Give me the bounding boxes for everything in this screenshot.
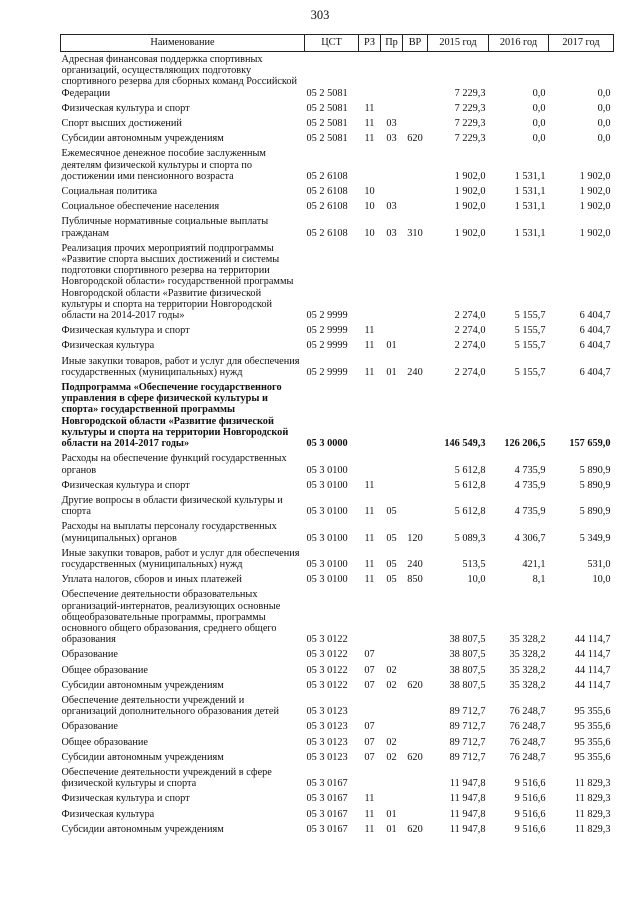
cell-pr: 02: [386, 679, 397, 691]
table-row: [61, 663, 614, 678]
table-row: [61, 146, 614, 184]
cell-2015: 5 612,8: [454, 506, 486, 518]
cell-pr: 05: [386, 558, 397, 570]
cell-vr: [403, 323, 428, 338]
cell-2017: 6 404,7: [579, 325, 611, 337]
cell-pr: [381, 184, 403, 199]
cell-2015: 11 947,8: [449, 823, 486, 835]
cell-vr: 850: [407, 574, 423, 586]
cell-cst: 05 3 0100: [306, 464, 348, 476]
cell-2016: 35 328,2: [509, 679, 546, 691]
cell-cst: 05 3 0123: [306, 751, 348, 763]
cell-vr: [403, 478, 428, 493]
cell-2016: 1 531,1: [514, 186, 546, 198]
cell-2016: 76 248,7: [509, 721, 546, 733]
cell-pr: [381, 765, 403, 791]
cell-rz: 07: [364, 664, 375, 676]
cell-rz: [359, 693, 381, 719]
cell-2015: 11 947,8: [449, 793, 486, 805]
cell-2016: 9 516,6: [514, 793, 546, 805]
table-row: [61, 587, 614, 647]
cell-2017: 1 902,0: [579, 186, 611, 198]
cell-rz: 11: [364, 340, 375, 352]
table-row: [61, 735, 614, 750]
cell-name: Расходы на обеспечение функций государственных органов: [61, 453, 287, 476]
cell-2015: 7 229,3: [454, 102, 486, 114]
table-row: [61, 546, 614, 572]
cell-2017: 44 114,7: [574, 664, 611, 676]
cell-cst: 05 3 0122: [306, 679, 348, 691]
cell-2016: 35 328,2: [509, 634, 546, 646]
cell-vr: [403, 146, 428, 184]
cell-2016: 9 516,6: [514, 808, 546, 820]
cell-2015: 2 274,0: [454, 366, 486, 378]
cell-pr: 02: [386, 736, 397, 748]
cell-2016: 5 155,7: [514, 340, 546, 352]
table-row: [61, 199, 614, 214]
cell-name: Иные закупки товаров, работ и услуг для обеспечения государственных (муниципальных) нужд: [61, 547, 300, 570]
cell-cst: 05 3 0123: [306, 736, 348, 748]
cell-2015: 2 274,0: [454, 340, 486, 352]
cell-cst: 05 3 0100: [306, 506, 348, 518]
cell-rz: 11: [364, 325, 375, 337]
cell-2017: 0,0: [597, 133, 611, 145]
cell-rz: 11: [364, 506, 375, 518]
cell-2017: 10,0: [592, 574, 611, 586]
cell-2016: 0,0: [532, 87, 546, 99]
cell-pr: 02: [386, 664, 397, 676]
table-row: [61, 647, 614, 662]
cell-vr: 620: [407, 823, 423, 835]
cell-cst: 05 3 0122: [306, 664, 348, 676]
cell-2016: 5 155,7: [514, 325, 546, 337]
cell-2016: 0,0: [532, 102, 546, 114]
cell-rz: 11: [364, 133, 375, 145]
cell-rz: 07: [364, 751, 375, 763]
cell-name: Реализация прочих мероприятий подпрограммы «Развитие спорта высших достижений и системы подготовки спортивного резерва на территории Новгородской области» государственной программы Новгородской области «Развитие физической культуры и спорта на территории Новгородской области на 2014-2017 годы»: [61, 242, 294, 322]
cell-pr: 05: [386, 532, 397, 544]
cell-cst: 05 3 0000: [306, 438, 348, 450]
cell-rz: 11: [364, 532, 375, 544]
cell-rz: [359, 587, 381, 647]
cell-rz: [359, 146, 381, 184]
cell-vr: [403, 493, 428, 519]
cell-2016: 0,0: [532, 118, 546, 130]
cell-2016: 4 735,9: [514, 479, 546, 491]
cell-pr: [381, 146, 403, 184]
cell-cst: 05 3 0167: [306, 778, 348, 790]
cell-2016: 0,0: [532, 133, 546, 145]
cell-cst: 05 3 0122: [306, 649, 348, 661]
cell-2017: 95 355,6: [574, 706, 611, 718]
cell-pr: [381, 323, 403, 338]
table-row: [61, 765, 614, 791]
cell-name: Иные закупки товаров, работ и услуг для обеспечения государственных (муниципальных) нужд: [61, 355, 300, 378]
header-2017: 2017 год: [549, 35, 614, 52]
table-row: [61, 693, 614, 719]
cell-2017: 5 890,9: [579, 479, 611, 491]
cell-name: Физическая культура и спорт: [61, 325, 190, 337]
cell-2015: 7 229,3: [454, 87, 486, 99]
cell-name: Физическая культура: [61, 340, 155, 352]
cell-vr: [403, 380, 428, 451]
cell-pr: [381, 101, 403, 116]
cell-2017: 5 349,9: [579, 532, 611, 544]
header-rz: РЗ: [359, 35, 381, 52]
table-row: [61, 719, 614, 734]
cell-name: Другие вопросы в области физической культуры и спорта: [61, 494, 283, 518]
cell-2016: 1 531,1: [514, 227, 546, 239]
cell-2015: 89 712,7: [449, 751, 486, 763]
cell-2015: 7 229,3: [454, 133, 486, 145]
table-row: [61, 131, 614, 146]
cell-cst: 05 2 6108: [306, 201, 348, 213]
cell-rz: 07: [364, 679, 375, 691]
cell-vr: [403, 52, 428, 101]
cell-2017: 5 890,9: [579, 506, 611, 518]
cell-2017: 1 902,0: [579, 170, 611, 182]
cell-pr: 03: [386, 201, 397, 213]
table-row: [61, 572, 614, 587]
cell-2015: 38 807,5: [449, 649, 486, 661]
cell-2017: 5 890,9: [579, 464, 611, 476]
cell-2017: 11 829,3: [574, 793, 611, 805]
cell-vr: [403, 735, 428, 750]
cell-vr: [403, 199, 428, 214]
cell-rz: 11: [364, 793, 375, 805]
header-name: Наименование: [61, 35, 305, 52]
cell-cst: 05 3 0123: [306, 706, 348, 718]
cell-cst: 05 3 0122: [306, 634, 348, 646]
cell-2016: 4 735,9: [514, 464, 546, 476]
cell-pr: 01: [386, 340, 397, 352]
cell-cst: 05 2 6108: [306, 186, 348, 198]
cell-cst: 05 3 0123: [306, 721, 348, 733]
header-pr: Пр: [381, 35, 403, 52]
cell-vr: [403, 719, 428, 734]
cell-2017: 95 355,6: [574, 721, 611, 733]
cell-pr: [381, 451, 403, 477]
cell-name: Физическая культура: [61, 808, 155, 820]
cell-2015: 1 902,0: [454, 227, 486, 239]
cell-vr: [403, 101, 428, 116]
cell-name: Адресная финансовая поддержка спортивных организаций, осуществляющих подготовку спортивного резерва для сборных команд Российской Федерации: [61, 54, 298, 99]
cell-rz: 11: [364, 558, 375, 570]
cell-name: Подпрограмма «Обеспечение государственного управления в сфере физической культуры и спорта» государственной программы Новгородской области «Развитие физической культуры и спорта на территории Новгородской области на 2014-2017 годы»: [61, 382, 289, 450]
cell-name: Публичные нормативные социальные выплаты гражданам: [61, 216, 269, 239]
cell-rz: [359, 451, 381, 477]
cell-2017: 1 902,0: [579, 201, 611, 213]
cell-cst: 05 3 0100: [306, 574, 348, 586]
cell-name: Субсидии автономным учреждениям: [61, 823, 224, 835]
budget-table: [60, 34, 614, 837]
cell-vr: 620: [407, 679, 423, 691]
cell-2017: 6 404,7: [579, 310, 611, 322]
cell-vr: 240: [407, 558, 423, 570]
table-row: [61, 519, 614, 545]
cell-cst: 05 2 6108: [306, 227, 348, 239]
cell-2017: 11 829,3: [574, 808, 611, 820]
cell-2017: 0,0: [597, 87, 611, 99]
cell-name: Субсидии автономным учреждениям: [61, 133, 224, 145]
cell-pr: [381, 587, 403, 647]
cell-name: Обеспечение деятельности образовательных организаций-интернатов, реализующих основные общеобразовательные программы, программы основного общего образования, среднего общего образования: [61, 589, 281, 646]
cell-name: Расходы на выплаты персоналу государственных (муниципальных) органов: [61, 521, 277, 544]
cell-pr: 02: [386, 751, 397, 763]
cell-2017: 95 355,6: [574, 736, 611, 748]
cell-vr: [403, 338, 428, 353]
cell-2017: 157 659,0: [569, 438, 611, 450]
cell-2017: 1 902,0: [579, 227, 611, 239]
cell-rz: [359, 241, 381, 323]
cell-rz: 11: [364, 479, 375, 491]
cell-vr: 240: [407, 366, 423, 378]
cell-2016: 9 516,6: [514, 778, 546, 790]
cell-rz: 11: [364, 808, 375, 820]
cell-2015: 89 712,7: [449, 721, 486, 733]
cell-2015: 2 274,0: [454, 325, 486, 337]
cell-rz: 10: [364, 201, 375, 213]
cell-2016: 35 328,2: [509, 649, 546, 661]
cell-2016: 76 248,7: [509, 736, 546, 748]
cell-2015: 5 612,8: [454, 464, 486, 476]
cell-2016: 8,1: [532, 574, 546, 586]
cell-name: Уплата налогов, сборов и иных платежей: [61, 574, 242, 586]
cell-vr: [403, 587, 428, 647]
cell-cst: 05 3 0100: [306, 558, 348, 570]
cell-cst: 05 2 5081: [306, 133, 348, 145]
header-2016: 2016 год: [489, 35, 549, 52]
cell-name: Образование: [61, 721, 118, 733]
cell-pr: [381, 719, 403, 734]
cell-pr: [381, 693, 403, 719]
cell-cst: 05 3 0100: [306, 479, 348, 491]
cell-name: Субсидии автономным учреждениям: [61, 751, 224, 763]
cell-2017: 11 829,3: [574, 823, 611, 835]
cell-cst: 05 2 6108: [306, 170, 348, 182]
table-row: [61, 380, 614, 451]
cell-2016: 1 531,1: [514, 170, 546, 182]
cell-2015: 5 089,3: [454, 532, 486, 544]
cell-pr: 03: [386, 227, 397, 239]
cell-vr: 620: [407, 133, 423, 145]
cell-rz: 11: [364, 574, 375, 586]
cell-vr: [403, 451, 428, 477]
cell-2015: 1 902,0: [454, 201, 486, 213]
cell-vr: [403, 663, 428, 678]
cell-2015: 11 947,8: [449, 778, 486, 790]
header-2015: 2015 год: [428, 35, 489, 52]
cell-2015: 2 274,0: [454, 310, 486, 322]
cell-2017: 6 404,7: [579, 366, 611, 378]
cell-vr: 120: [407, 532, 423, 544]
cell-vr: 310: [407, 227, 423, 239]
table-row: [61, 822, 614, 837]
cell-pr: 03: [386, 133, 397, 145]
cell-cst: 05 2 5081: [306, 118, 348, 130]
cell-pr: [381, 380, 403, 451]
cell-pr: 05: [386, 574, 397, 586]
cell-2015: 146 549,3: [444, 438, 486, 450]
cell-2015: 11 947,8: [449, 808, 486, 820]
cell-pr: 05: [386, 506, 397, 518]
cell-2015: 1 902,0: [454, 186, 486, 198]
cell-cst: 05 3 0167: [306, 823, 348, 835]
cell-name: Общее образование: [61, 664, 148, 676]
table-row: [61, 241, 614, 323]
cell-2016: 9 516,6: [514, 823, 546, 835]
table-row: [61, 478, 614, 493]
cell-pr: 03: [386, 118, 397, 130]
cell-2016: 4 306,7: [514, 532, 546, 544]
cell-2017: 531,0: [587, 558, 611, 570]
table-row: [61, 116, 614, 131]
header-vr: ВР: [403, 35, 428, 52]
cell-2016: 421,1: [522, 558, 546, 570]
table-row: [61, 214, 614, 240]
cell-2017: 0,0: [597, 102, 611, 114]
cell-pr: [381, 478, 403, 493]
cell-2017: 44 114,7: [574, 679, 611, 691]
cell-name: Субсидии автономным учреждениям: [61, 679, 224, 691]
cell-cst: 05 3 0167: [306, 793, 348, 805]
cell-vr: [403, 791, 428, 806]
table-header: [61, 35, 614, 52]
cell-pr: [381, 241, 403, 323]
cell-vr: [403, 184, 428, 199]
cell-cst: 05 2 9999: [306, 325, 348, 337]
cell-rz: 07: [364, 721, 375, 733]
cell-2015: 5 612,8: [454, 479, 486, 491]
cell-pr: 01: [386, 808, 397, 820]
cell-name: Образование: [61, 649, 118, 661]
cell-cst: 05 3 0167: [306, 808, 348, 820]
cell-2016: 35 328,2: [509, 664, 546, 676]
cell-rz: [359, 52, 381, 101]
cell-2016: 5 155,7: [514, 366, 546, 378]
cell-2015: 38 807,5: [449, 664, 486, 676]
cell-rz: 11: [364, 102, 375, 114]
cell-vr: [403, 765, 428, 791]
cell-vr: 620: [407, 751, 423, 763]
cell-2015: 7 229,3: [454, 118, 486, 130]
cell-rz: [359, 380, 381, 451]
cell-2016: 76 248,7: [509, 706, 546, 718]
cell-pr: 01: [386, 366, 397, 378]
header-cst: ЦСТ: [305, 35, 359, 52]
cell-rz: 11: [364, 118, 375, 130]
cell-2016: 76 248,7: [509, 751, 546, 763]
cell-name: Ежемесячное денежное пособие заслуженным деятелям физической культуры и спорта по достижении ими пенсионного возраста: [61, 148, 266, 182]
table-row: [61, 807, 614, 822]
cell-rz: 10: [364, 227, 375, 239]
cell-vr: [403, 241, 428, 323]
cell-rz: 10: [364, 186, 375, 198]
cell-name: Общее образование: [61, 736, 148, 748]
cell-pr: [381, 52, 403, 101]
cell-pr: [381, 647, 403, 662]
cell-vr: [403, 116, 428, 131]
table-row: [61, 101, 614, 116]
cell-2017: 44 114,7: [574, 634, 611, 646]
cell-2015: 89 712,7: [449, 706, 486, 718]
cell-2015: 38 807,5: [449, 679, 486, 691]
cell-2017: 0,0: [597, 118, 611, 130]
table-row: [61, 323, 614, 338]
table-row: [61, 493, 614, 519]
cell-vr: [403, 807, 428, 822]
cell-cst: 05 2 9999: [306, 310, 348, 322]
cell-vr: [403, 647, 428, 662]
cell-name: Социальное обеспечение населения: [61, 201, 220, 213]
cell-rz: [359, 765, 381, 791]
cell-cst: 05 2 5081: [306, 87, 348, 99]
cell-2016: 1 531,1: [514, 201, 546, 213]
cell-rz: 11: [364, 823, 375, 835]
table-row: [61, 678, 614, 693]
cell-name: Физическая культура и спорт: [61, 479, 190, 491]
cell-2015: 10,0: [467, 574, 486, 586]
cell-rz: 11: [364, 366, 375, 378]
cell-2017: 95 355,6: [574, 751, 611, 763]
cell-name: Обеспечение деятельности учреждений в сфере физической культуры и спорта: [61, 766, 272, 790]
table-row: [61, 750, 614, 765]
cell-2015: 1 902,0: [454, 170, 486, 182]
cell-cst: 05 2 9999: [306, 340, 348, 352]
cell-2016: 5 155,7: [514, 310, 546, 322]
cell-rz: 07: [364, 736, 375, 748]
cell-name: Спорт высших достижений: [61, 118, 182, 130]
cell-pr: [381, 791, 403, 806]
cell-2017: 44 114,7: [574, 649, 611, 661]
cell-2017: 11 829,3: [574, 778, 611, 790]
cell-cst: 05 3 0100: [306, 532, 348, 544]
cell-2016: 126 206,5: [504, 438, 546, 450]
table-row: [61, 184, 614, 199]
cell-rz: 07: [364, 649, 375, 661]
cell-2016: 4 735,9: [514, 506, 546, 518]
cell-2015: 89 712,7: [449, 736, 486, 748]
cell-cst: 05 2 5081: [306, 102, 348, 114]
cell-name: Физическая культура и спорт: [61, 793, 190, 805]
table-row: [61, 791, 614, 806]
table-row: [61, 354, 614, 380]
cell-vr: [403, 693, 428, 719]
cell-2015: 513,5: [462, 558, 486, 570]
table-body: [61, 52, 614, 837]
table-row: [61, 52, 614, 101]
page-number: 303: [310, 8, 330, 22]
table-row: [61, 451, 614, 477]
cell-2017: 6 404,7: [579, 340, 611, 352]
cell-pr: 01: [386, 823, 397, 835]
cell-name: Обеспечение деятельности учреждений и организаций дополнительного образования детей: [61, 694, 279, 718]
cell-name: Социальная политика: [61, 186, 158, 198]
cell-name: Физическая культура и спорт: [61, 102, 190, 114]
table-row: [61, 338, 614, 353]
cell-2015: 38 807,5: [449, 634, 486, 646]
cell-cst: 05 2 9999: [306, 366, 348, 378]
